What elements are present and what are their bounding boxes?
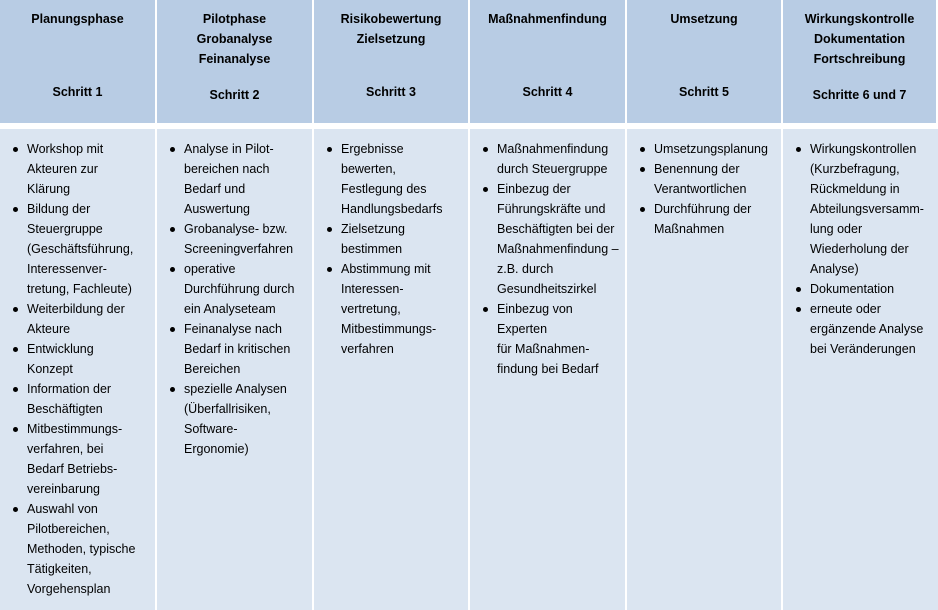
list-item: Durchführung der Maßnahmen: [654, 199, 777, 239]
list-item: Mitbestimmungs- verfahren, bei Bedarf Betriebs- vereinbarung: [27, 419, 151, 499]
header-massnahmenfindung: [470, 0, 627, 129]
column-title: Maßnahmenfindung: [488, 12, 607, 26]
bullet-list: [314, 139, 468, 359]
step-label: Schritt 4: [522, 85, 573, 99]
list-item: Zielsetzung bestimmen: [341, 219, 464, 259]
step-label: Schritt 2: [209, 88, 260, 102]
header-umsetzung: [627, 0, 783, 129]
column-title: Umsetzung: [670, 12, 738, 26]
column-title: Pilotphase Grobanalyse Feinanalyse: [196, 12, 273, 66]
body-risikobewertung: [314, 129, 470, 610]
list-item: Maßnahmenfindung durch Steuergruppe: [497, 139, 621, 179]
list-item: Entwicklung Konzept: [27, 339, 151, 379]
bullet-list: [470, 139, 625, 379]
column-title: Wirkungskontrolle Dokumentation Fortschreibung: [804, 12, 915, 66]
body-planungsphase: [0, 129, 157, 610]
list-item: Einbezug der Führungskräfte und Beschäftigten bei der Maßnahmenfindung – z.B. durch Gesundheitszirkel: [497, 179, 621, 299]
header-pilotphase: [157, 0, 314, 129]
list-item: Feinanalyse nach Bedarf in kritischen Bereichen: [184, 319, 308, 379]
step-label: Schritt 5: [678, 85, 729, 99]
list-item: erneute oder ergänzende Analyse bei Veränderungen: [810, 299, 934, 359]
list-item: Abstimmung mit Interessen- vertretung, Mitbestimmungs- verfahren: [341, 259, 464, 359]
list-item: Information der Beschäftigten: [27, 379, 151, 419]
header-risikobewertung: [314, 0, 470, 129]
list-item: Workshop mit Akteuren zur Klärung: [27, 139, 151, 199]
list-item: Einbezug von Experten für Maßnahmen- findung bei Bedarf: [497, 299, 621, 379]
bullet-list: [783, 139, 938, 359]
list-item: Grobanalyse- bzw. Screeningverfahren: [184, 219, 308, 259]
step-label: Schritt 3: [365, 85, 416, 99]
list-item: Ergebnisse bewerten, Festlegung des Handlungsbedarfs: [341, 139, 464, 219]
list-item: Benennung der Verantwortlichen: [654, 159, 777, 199]
column-title: Risikobewertung Zielsetzung: [340, 12, 442, 46]
list-item: Umsetzungsplanung: [654, 139, 777, 159]
list-item: Analyse in Pilot- bereichen nach Bedarf und Auswertung: [184, 139, 308, 219]
header-wirkungskontrolle: [783, 0, 938, 129]
list-item: Wirkungskontrollen (Kurzbefragung, Rückmeldung in Abteilungsversamm- lung oder Wiederholung der Analyse): [810, 139, 934, 279]
list-item: spezielle Analysen (Überfallrisiken, Software- Ergonomie): [184, 379, 308, 459]
header-planungsphase: [0, 0, 157, 129]
body-pilotphase: [157, 129, 314, 610]
body-wirkungskontrolle: [783, 129, 938, 610]
list-item: Auswahl von Pilotbereichen, Methoden, typische Tätigkeiten, Vorgehensplan: [27, 499, 151, 599]
step-label: Schritt 1: [52, 85, 103, 99]
list-item: Bildung der Steuergruppe (Geschäftsführung, Interessenver- tretung, Fachleute): [27, 199, 151, 299]
body-massnahmenfindung: [470, 129, 627, 610]
list-item: Dokumentation: [810, 279, 934, 299]
list-item: Weiterbildung der Akteure: [27, 299, 151, 339]
column-title: Planungsphase: [31, 12, 124, 26]
step-label: Schritte 6 und 7: [812, 88, 907, 102]
list-item: operative Durchführung durch ein Analyseteam: [184, 259, 308, 319]
bullet-list: [627, 139, 781, 239]
bullet-list: [157, 139, 312, 459]
body-umsetzung: [627, 129, 783, 610]
bullet-list: [0, 139, 155, 599]
